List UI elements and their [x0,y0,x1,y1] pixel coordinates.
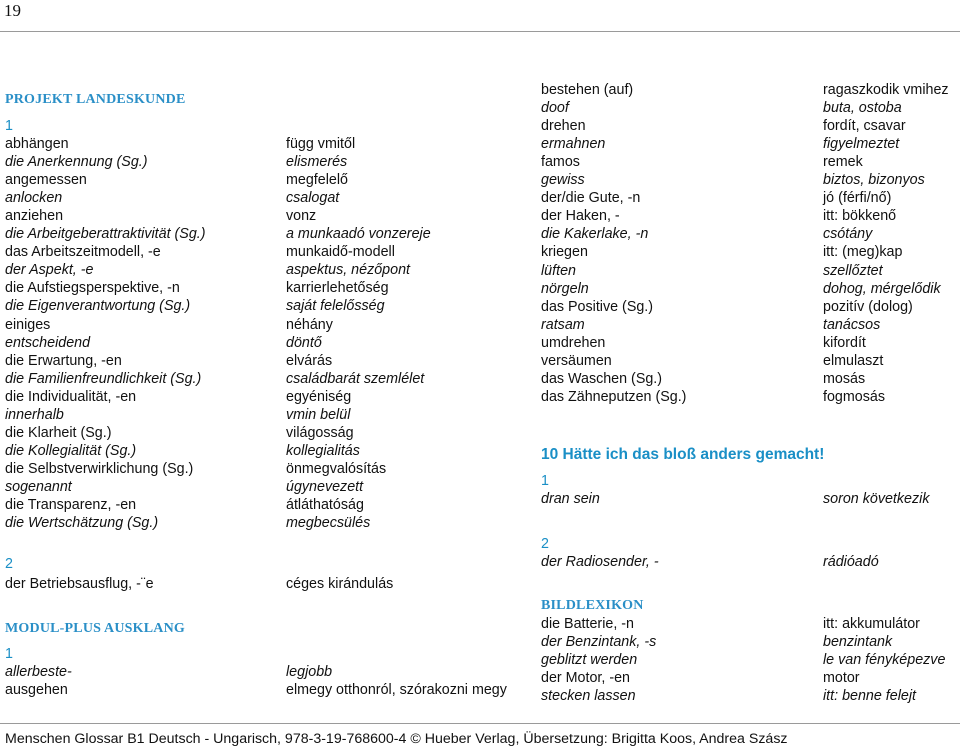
hungarian-translation: döntő [286,334,322,351]
hungarian-translation: átláthatóság [286,497,364,513]
hungarian-translation: kollegialitás [286,442,360,459]
bottom-divider [0,723,960,724]
hungarian-translation: elismerés [286,154,348,171]
german-term: der Radiosender, - [541,554,659,570]
hungarian-translation: úgynevezett [286,478,364,495]
hungarian-translation: szellőztet [823,262,883,279]
german-term: sogenannt [5,478,72,495]
german-term: nörgeln [541,280,589,297]
german-term: anziehen [5,208,64,225]
hungarian-translation: a munkaadó vonzereje [286,226,431,243]
german-term: gewiss [541,172,585,189]
german-term: abhängen [5,136,69,152]
hungarian-translation: egyéniség [286,388,352,405]
hungarian-translation: itt: (meg)kap [823,244,903,261]
german-term: die Eigenverantwortung (Sg.) [5,298,191,315]
hungarian-translation: fogmosás [823,388,885,405]
hungarian-translation: önmegvalósítás [286,460,387,477]
hungarian-translation: saját felelősség [286,298,385,315]
section-heading-modul-plus: MODUL-PLUS AUSKLANG [5,621,185,636]
german-term: lüften [541,262,576,279]
german-term: kriegen [541,244,588,261]
german-term: die Individualität, -en [5,388,137,405]
hungarian-translation: fordít, csavar [823,118,906,135]
german-term: drehen [541,118,586,135]
hungarian-translation: tanácsos [823,316,881,333]
hungarian-translation: kifordít [823,334,866,351]
german-term: einiges [5,316,51,333]
german-term: doof [541,100,569,117]
german-term: die Kakerlake, -n [541,226,649,243]
german-term: der Haken, - [541,208,620,225]
hungarian-translation: mosás [823,370,866,387]
hungarian-translation: soron következik [823,491,930,507]
german-term: die Kollegialität (Sg.) [5,442,137,459]
hungarian-translation: elvárás [286,352,333,369]
german-term: das Zähneputzen (Sg.) [541,388,687,405]
german-term: famos [541,154,580,171]
german-term: die Familienfreundlichkeit (Sg.) [5,370,202,387]
german-term: innerhalb [5,406,64,423]
german-term: versäumen [541,352,612,369]
german-term: angemessen [5,172,87,189]
hungarian-translation: remek [823,154,863,171]
hungarian-translation: itt: akkumulátor [823,616,920,632]
german-term: stecken lassen [541,688,636,704]
german-term: der Betriebsausflug, -¨e [5,576,154,592]
hungarian-translation: csalogat [286,190,340,207]
hungarian-translation: vonz [286,208,317,225]
hungarian-translation: csótány [823,226,873,243]
german-term: umdrehen [541,334,606,351]
hungarian-translation: aspektus, nézőpont [286,262,410,279]
german-term: geblitzt werden [541,652,638,668]
footer-citation: Menschen Glossar B1 Deutsch - Ungarisch, 978-3-19-768600-4 © Hueber Verlag, Übersetzung: Brigitta Koos, Andrea Szász [5,731,788,747]
german-term: die Aufstiegsperspektive, -n [5,280,180,297]
german-term: der Benzintank, -s [541,634,657,650]
german-term: die Batterie, -n [541,616,634,632]
german-term: das Positive (Sg.) [541,298,654,315]
german-term: die Transparenz, -en [5,497,137,513]
hungarian-translation: céges kirándulás [286,576,394,592]
hungarian-translation: megbecsülés [286,515,371,532]
german-term: entscheidend [5,334,91,351]
hungarian-translation: ragaszkodik vmihez [823,82,949,98]
german-term: dran sein [541,491,600,507]
german-term: bestehen (auf) [541,82,634,98]
hungarian-translation: munkaidő-modell [286,244,395,261]
hungarian-translation: vmin belül [286,406,351,423]
german-term: der Aspekt, -e [5,262,94,279]
hungarian-translation: megfelelő [286,172,348,189]
german-term: das Arbeitszeitmodell, -e [5,244,161,261]
hungarian-translation: itt: bökkenő [823,208,897,225]
hungarian-translation: buta, ostoba [823,100,902,117]
hungarian-translation: néhány [286,316,333,333]
top-divider [0,31,960,32]
hungarian-translation: le van fényképezve [823,652,946,668]
german-term: allerbeste- [5,664,72,680]
exercise-number: 1 [541,473,549,489]
page-number: 19 [4,1,21,20]
hungarian-translation: benzintank [823,634,893,650]
hungarian-translation: világosság [286,424,354,441]
exercise-number: 2 [541,536,549,552]
german-term: ratsam [541,316,585,333]
german-term: die Selbstverwirklichung (Sg.) [5,460,194,477]
hungarian-translation: elmulaszt [823,352,884,369]
hungarian-translation: motor [823,670,860,686]
chapter-title: 10 Hätte ich das bloß anders gemacht! [541,446,825,463]
hungarian-translation: legjobb [286,664,333,680]
german-term: die Anerkennung (Sg.) [5,154,148,171]
hungarian-translation: rádióadó [823,554,879,570]
exercise-number: 2 [5,556,13,572]
hungarian-translation: figyelmeztet [823,136,900,153]
hungarian-translation: itt: benne felejt [823,688,916,704]
german-term: der/die Gute, -n [541,190,641,207]
hungarian-translation: dohog, mérgelődik [823,280,941,297]
hungarian-translation: pozitív (dolog) [823,298,913,315]
german-term: die Wertschätzung (Sg.) [5,515,159,532]
section-heading-bildlexikon: BILDLEXIKON [541,598,644,613]
hungarian-translation: függ vmitől [286,136,356,152]
german-term: die Klarheit (Sg.) [5,424,112,441]
german-term: anlocken [5,190,63,207]
german-term: das Waschen (Sg.) [541,370,663,387]
hungarian-translation: jó (férfi/nő) [823,190,892,207]
hungarian-translation: családbarát szemlélet [286,370,425,387]
hungarian-translation: elmegy otthonról, szórakozni megy [286,682,507,698]
german-term: die Arbeitgeberattraktivität (Sg.) [5,226,206,243]
exercise-number: 1 [5,646,13,662]
german-term: ermahnen [541,136,606,153]
hungarian-translation: biztos, bizonyos [823,172,925,189]
section-heading-projekt-landeskunde: PROJEKT LANDESKUNDE [5,92,186,107]
german-term: die Erwartung, -en [5,352,122,369]
german-term: ausgehen [5,682,68,698]
german-term: der Motor, -en [541,670,630,686]
exercise-number: 1 [5,118,13,134]
hungarian-translation: karrierlehetőség [286,280,389,297]
